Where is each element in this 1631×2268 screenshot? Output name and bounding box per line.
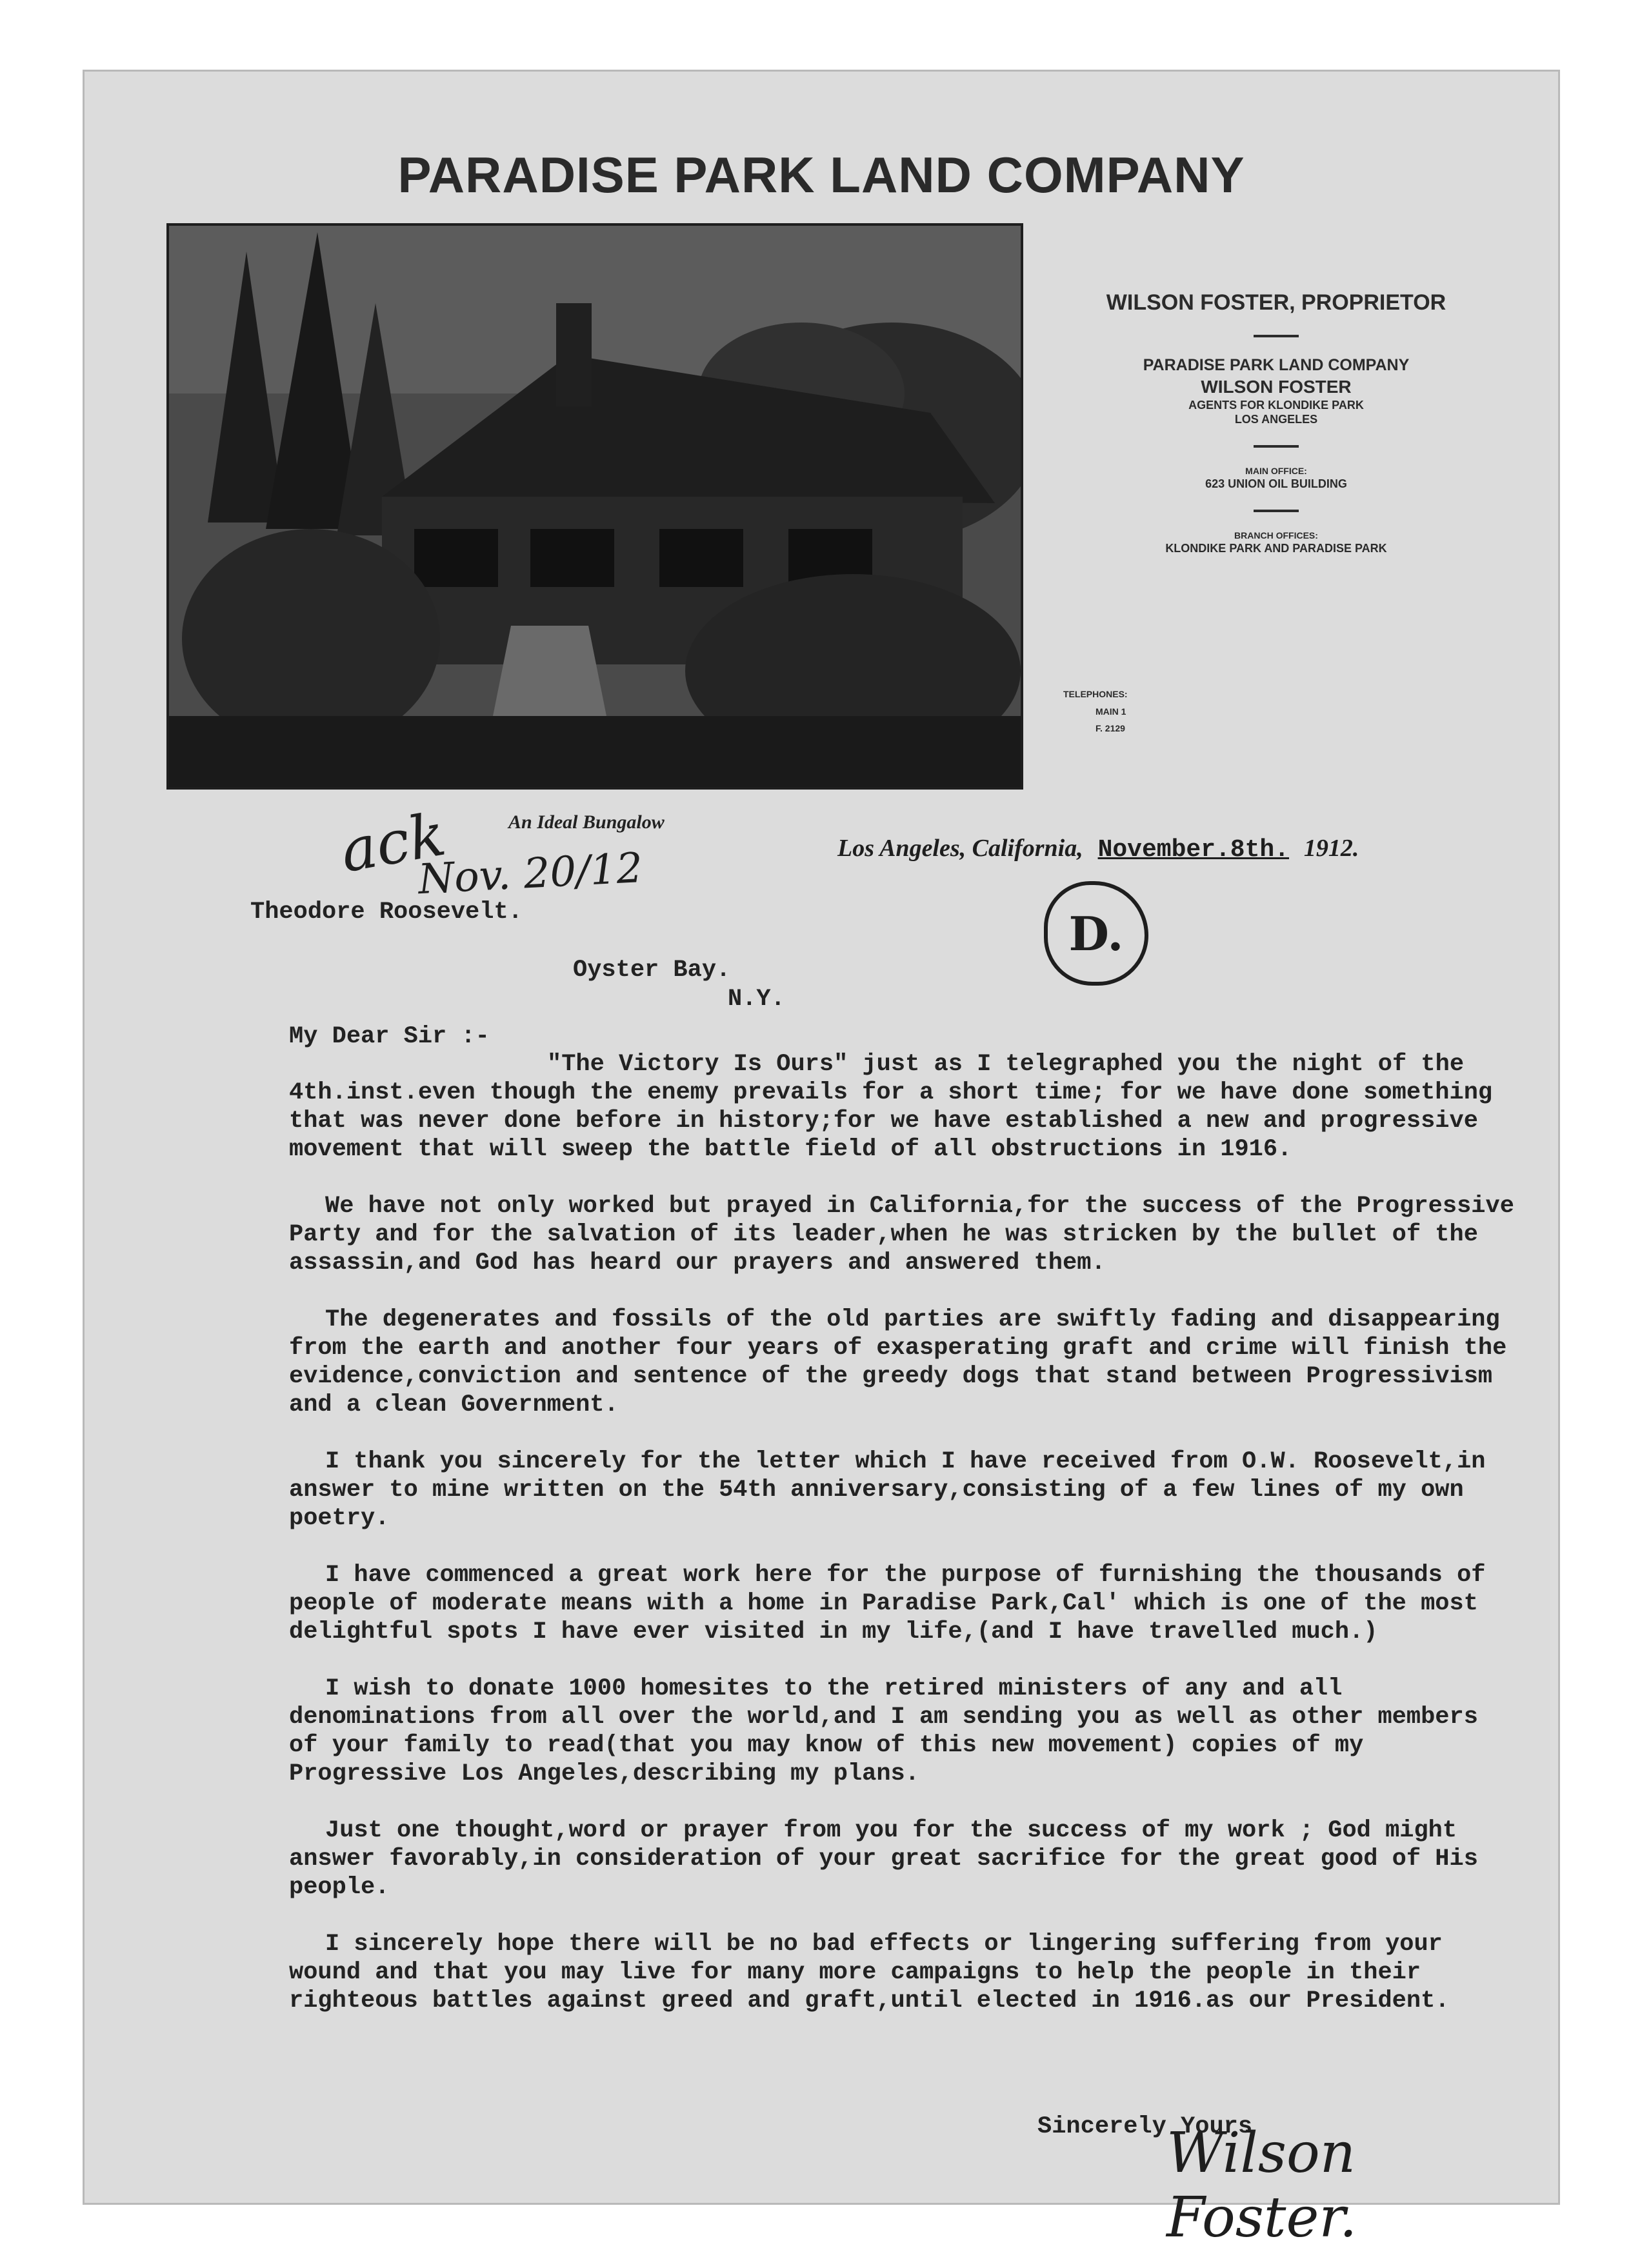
paragraph: Just one thought,word or prayer from you for the success of my work ; God might answer favorably,in consideration of your great sacrifice for the great good of His people. xyxy=(289,1817,1478,1901)
recipient-town: Oyster Bay. xyxy=(573,957,731,984)
proprietor-line: WILSON FOSTER, PROPRIETOR xyxy=(1106,290,1446,315)
paragraph: "The Victory Is Ours" just as I telegraphed you the night of the 4th.inst.even though the enemy prevails for a short time; for we have done something that was never done before in history;for we have established a new and progressive movement that will sweep the battle field of all obstructions in 1916. xyxy=(289,1051,1493,1163)
city-line: LOS ANGELES xyxy=(1234,413,1318,426)
dateline-date: November.8th. xyxy=(1097,836,1290,864)
divider xyxy=(1254,445,1299,448)
paragraph: I thank you sincerely for the letter which I have received from O.W. Roosevelt,in answer to mine written on the 54th anniversary,consisting of a few lines of my own poetry. xyxy=(289,1448,1486,1532)
recipient-state: N.Y. xyxy=(728,986,785,1013)
telephone-f: F. 2129 xyxy=(1096,723,1125,734)
company-small: PARADISE PARK LAND COMPANY xyxy=(1143,355,1410,374)
letter-page xyxy=(83,70,1560,2250)
telephone-main: MAIN 1 xyxy=(1096,706,1126,717)
divider xyxy=(1254,335,1299,337)
bungalow-illustration xyxy=(169,226,1021,787)
branch-offices: KLONDIKE PARK AND PARADISE PARK xyxy=(1165,542,1387,555)
recipient: Theodore Roosevelt. xyxy=(250,899,523,926)
signature: Wilson Foster. xyxy=(1166,2121,1357,2250)
salutation: My Dear Sir :- xyxy=(289,1023,490,1050)
dateline xyxy=(837,834,1359,864)
main-office-label: MAIN OFFICE: xyxy=(1245,465,1307,476)
circled-stamp: D. xyxy=(1044,881,1148,986)
handwritten-ack: ack xyxy=(335,799,451,886)
closing: Sincerely Yours xyxy=(1037,2113,1253,2140)
telephones-label: TELEPHONES: xyxy=(1063,689,1128,699)
letterhead-sidebar xyxy=(1031,289,1521,556)
bungalow-photo xyxy=(166,223,1023,790)
divider xyxy=(1254,510,1299,512)
letterhead-title: PARADISE PARK LAND COMPANY xyxy=(397,146,1245,203)
paragraph: I wish to donate 1000 homesites to the retired ministers of any and all denominations from all over the world,and I am sending you as well as other members of your family to read(that you may know of this new movement) copies of my Progressive Los Angeles,describing my plans. xyxy=(289,1675,1478,1787)
main-office-address: 623 UNION OIL BUILDING xyxy=(1205,477,1347,491)
dateline-city: Los Angeles, California, xyxy=(837,835,1083,862)
branch-offices-label: BRANCH OFFICES: xyxy=(1234,530,1318,541)
photo-caption: An Ideal Bungalow xyxy=(508,811,665,833)
dateline-year: 1912. xyxy=(1303,835,1359,862)
paragraph: We have not only worked but prayed in California,for the success of the Progressive Party and for the salvation of its leader,when he was stricken by the bullet of the assassin,and God has heard our prayers and answered them. xyxy=(289,1193,1514,1277)
letter-body xyxy=(289,1050,1515,2044)
paragraph: I sincerely hope there will be no bad effects or lingering suffering from your wound and that you may live for many more campaigns to help the people in their righteous battles against greed and graft,until elected in 1916.as our President. xyxy=(289,1931,1450,2014)
handwritten-ack-date: Nov. 20/12 xyxy=(417,844,644,904)
paragraph: I have commenced a great work here for the purpose of furnishing the thousands of people of moderate means with a home in Paradise Park,Cal' which is one of the most delightful spots I have ever visited in my life,(and I have travelled much.) xyxy=(289,1562,1486,1646)
agents-line: AGENTS FOR KLONDIKE PARK xyxy=(1188,398,1364,412)
paragraph: The degenerates and fossils of the old parties are swiftly fading and disappearing from the earth and another four years of exasperating graft and crime will finish the evidence,conviction and sentence of the greedy dogs that stand between Progressivism and a clean Government. xyxy=(289,1306,1507,1418)
proprietor-name: WILSON FOSTER xyxy=(1201,376,1352,397)
telephones xyxy=(1063,686,1128,737)
